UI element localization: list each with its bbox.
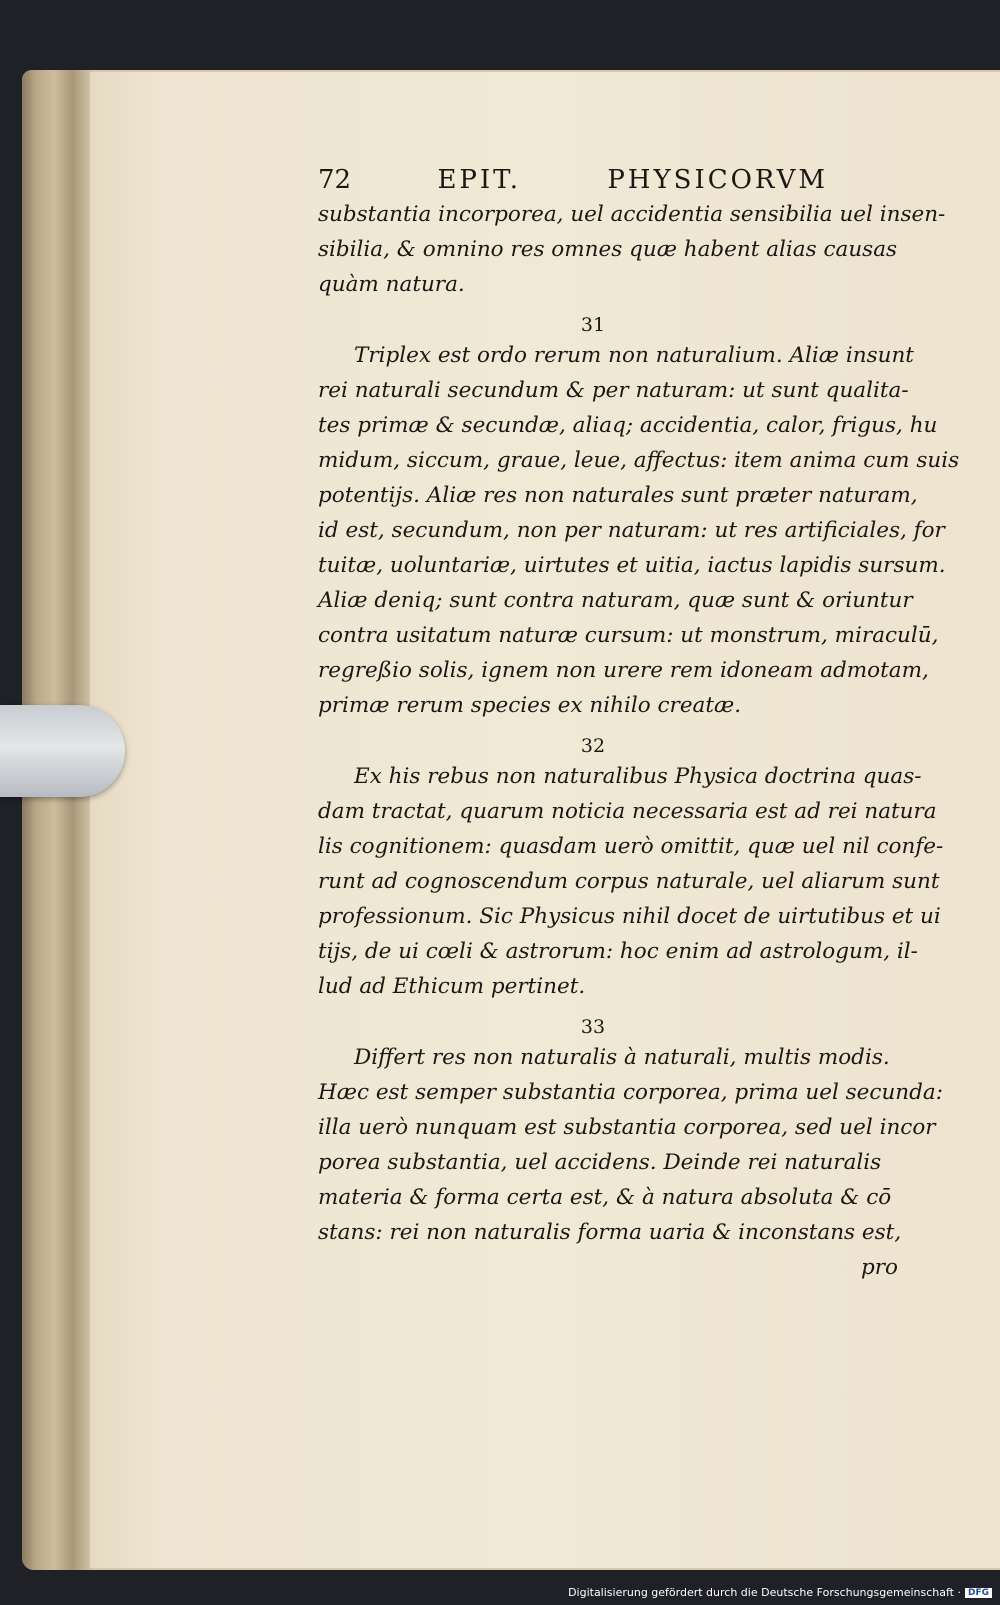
text-line: contra usitatum naturæ cursum: ut monstrum, miraculū, <box>318 623 939 648</box>
page-clip <box>0 705 125 797</box>
credit-text: Digitalisierung gefördert durch die Deutsche Forschungsgemeinschaft · <box>568 1586 961 1599</box>
text-line: materia & forma certa est, & à natura absoluta & cō <box>318 1185 892 1210</box>
running-header <box>318 165 908 195</box>
text-line: stans: rei non naturalis forma uaria & inconstans est, <box>318 1220 902 1245</box>
text-line: lud ad Ethicum pertinet. <box>318 974 586 999</box>
text-line: tuitæ, uoluntariæ, uirtutes et uitia, iactus lapidis sursum. <box>318 553 946 578</box>
digitization-credit <box>568 1586 992 1599</box>
text-line: rei naturali secundum & per naturam: ut sunt qualita- <box>318 378 909 403</box>
text-line: sibilia, & omnino res omnes quæ habent alias causas <box>318 237 898 262</box>
paragraph <box>318 338 960 723</box>
running-title-right: PHYSICORVM <box>607 165 828 195</box>
text-line: runt ad cognoscendum corpus naturale, uel aliarum sunt <box>318 869 940 894</box>
text-line: tes primæ & secundæ, aliaq; accidentia, calor, frigus, hu <box>318 413 938 438</box>
text-line: substantia incorporea, uel accidentia sensibilia uel insen- <box>318 202 946 227</box>
text-line: lis cognitionem: quasdam uerò omittit, quæ uel nil confe- <box>318 834 944 859</box>
paragraph <box>318 197 946 302</box>
section-number: 32 <box>580 735 606 757</box>
text-line: id est, secundum, non per naturam: ut res artificiales, for <box>318 518 945 543</box>
page-text <box>318 165 960 1285</box>
text-line: Hæc est semper substantia corporea, prima uel secunda: <box>318 1080 943 1105</box>
paragraph <box>318 759 944 1004</box>
text-line: quàm natura. <box>318 272 465 297</box>
text-line: dam tractat, quarum noticia necessaria est ad rei natura <box>318 799 937 824</box>
section-number: 33 <box>580 1016 606 1038</box>
text-line: tijs, de ui cœli & astrorum: hoc enim ad astrologum, il- <box>318 939 918 964</box>
page-number: 72 <box>318 165 352 195</box>
page-edge <box>22 70 94 1570</box>
paragraph <box>318 1040 943 1250</box>
text-line: potentijs. Aliæ res non naturales sunt præter naturam, <box>318 483 918 508</box>
text-line: Triplex est ordo rerum non naturalium. Aliæ insunt <box>354 343 914 368</box>
text-line: Ex his rebus non naturalibus Physica doctrina quas- <box>354 764 922 789</box>
text-line: porea substantia, uel accidens. Deinde rei naturalis <box>318 1150 882 1175</box>
text-line: primæ rerum species ex nihilo creatæ. <box>318 693 742 718</box>
dfg-logo: DFG <box>965 1588 992 1598</box>
text-line: illa uerò nunquam est substantia corporea, sed uel incor <box>318 1115 936 1140</box>
text-line: midum, siccum, graue, leue, affectus: item anima cum suis <box>318 448 960 473</box>
text-line: Aliæ deniq; sunt contra naturam, quæ sunt & oriuntur <box>318 588 913 613</box>
section-number: 31 <box>580 314 606 336</box>
text-line: professionum. Sic Physicus nihil docet de uirtutibus et ui <box>318 904 941 929</box>
text-line: regreßio solis, ignem non urere rem idoneam admotam, <box>318 658 929 683</box>
catchword: pro <box>861 1255 898 1280</box>
text-line: Differt res non naturalis à naturali, multis modis. <box>354 1045 890 1070</box>
running-title-left: EPIT. <box>437 165 521 195</box>
